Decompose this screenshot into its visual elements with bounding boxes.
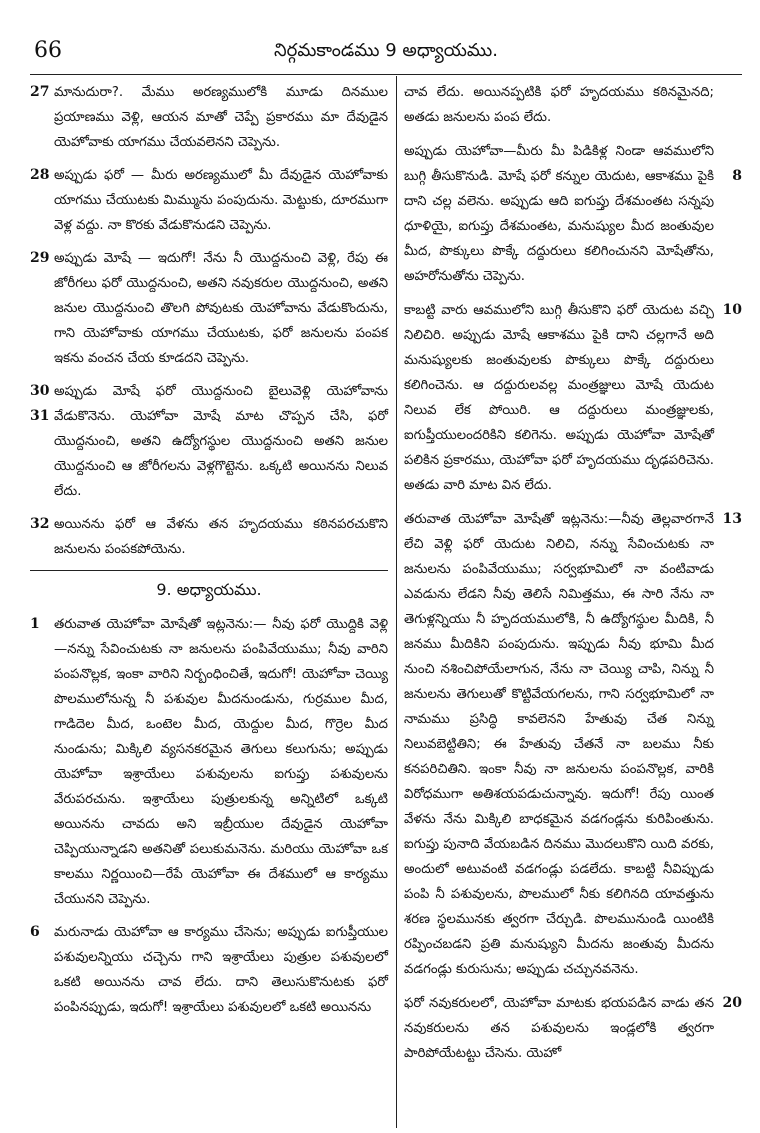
verse-paragraph xyxy=(30,612,388,912)
running-title: నిర్గమకాండము 9 అధ్యాయము. xyxy=(274,40,498,61)
header-rule xyxy=(30,74,742,75)
verse-paragraph xyxy=(30,920,388,1020)
verse-paragraph xyxy=(30,80,388,155)
right-column xyxy=(404,80,742,1075)
verse-paragraph xyxy=(30,512,388,562)
verse-text: అప్పుడు మోషే ఫరో యొద్దనుంచి బైలువెళ్లి యెహోవాను వేడుకొనెను. యెహోవా మోషే మాట చొప్పన చేసి, ఫరో యొద్దనుంచి, అతని ఉద్యోగస్థుల యొద్దనుంచి అతని జనుల యొద్దనుంచి ఆ జోరీగలను వెళ్లగొట్టెను. ఒక్కటి అయినను నిలువ లేదు. xyxy=(54,384,388,499)
verse-number: 20 xyxy=(722,995,742,1011)
column-divider xyxy=(396,76,397,1128)
verse-text: ఫరో నవుకరులలో, యెహోవా మాటకు భయపడిన వాడు తన నవుకరులను తన పశువులను ఇండ్లలోకి త్వరగా పారిపోయేటట్టు చేసెను. యెహో xyxy=(404,996,714,1061)
left-column xyxy=(30,80,388,1028)
verse-text: తరువాత యెహోవా మోషేతో ఇట్లనెను:—నీవు తెల్లవారగానే లేచి వెళ్లి ఫరో యెదుట నిలిచి, నన్ను సేవించుటకు నా జనులను పంపివేయుము; సర్వభూమిలో నా వంటివాడు ఎవడును లేడని నీవు తెలిసే నిమిత్తము, ఈ సారి నేను నా తెగుళ్లన్నియు నీ హృదయములోకి, నీ ఉద్యోగస్థుల మీదికి, నీ జనము మీదికిని పంపుదును. ఇప్పుడు నీవు భూమి మీద నుంచి నశించిపోయేలాగున, నేను నా చెయ్యి చాపి, నిన్ను నీ జనులను తెగులుతో కొట్టివేయగలను, గాని సర్వభూమిలో నా నామము ప్రసిద్ధి కావలెనని హేతువు చేత నిన్ను నిలువబెట్టితిని; ఈ హేతువు చేతనే నా బలము నీకు కనపరిచితిని. ఇంకా నీవు నా జనులను పంపనొల్లక, వారికి విరోధముగా అతిశయపడుచున్నావు. ఇదుగో! రేపు యింత వేళను నేను మిక్కిలి బాధకమైన వడగండ్లను కురిపింతును. ఐగుప్తు పునాది వేయబడిన దినము మొదలుకొని యిది వరకు, అందులో అటువంటి వడగండ్లు పడలేదు. కాబట్టి నీవిప్పుడు పంపి నీ పశువులను, పొలములో నీకు కలిగినది యావత్తును శరణ స్థలమునకు త్వరగా చేర్చుడి. పొలమునుండి యింటికి రప్పించబడని ప్రతి మనుష్యుని మీదను జంతువు మీదను వడగండ్లు కురుసును; అప్పుడు చచ్చునవనెను. xyxy=(404,512,714,977)
chapter-heading: 9. అధ్యాయము. xyxy=(30,570,388,602)
verse-paragraph xyxy=(30,163,388,238)
verse-number: 29 xyxy=(30,250,50,266)
verse-paragraph xyxy=(404,139,742,289)
page-number: 66 xyxy=(34,38,62,63)
verse-paragraph xyxy=(404,298,742,498)
verse-number: 6 xyxy=(30,924,40,940)
page-header xyxy=(30,38,742,72)
verse-number: 30 xyxy=(30,383,50,399)
verse-number: 13 xyxy=(722,511,742,527)
verse-text: మానుదురా?. మేము అరణ్యములోకి మూడు దినముల ప్రయాణము వెళ్లి, ఆయన మాతో చెప్పే ప్రకారము మా దేవుడైన యెహోవాకు యాగము చేయవలెనని చెప్పెను. xyxy=(54,85,388,150)
verse-text: అప్పుడు యెహోవా—మీరు మీ పిడికిళ్ల నిండా ఆవములోని బుగ్గి తీసుకొనుడి. మోషే ఫరో కన్నుల యెదుట, ఆకాశము పైకి దాని చల్ల వలెను. అప్పుడు ఆది ఐగుప్తు దేశమంతట సన్నపు ధూళియై, ఐగుప్తు దేశమంతట, మనుష్యుల మీద జంతువుల మీద, పొక్కులు పొక్కే దద్దురులు కలిగించునని మోషేతోను, అహరోనుతోను చెప్పెను. xyxy=(404,144,714,284)
verse-text: మరునాడు యెహోవా ఆ కార్యము చేసెను; అప్పుడు ఐగుప్తీయుల పశువులన్నియు చచ్చెను గాని ఇశ్రాయేలు పుత్రుల పశువులలో ఒకటి అయినను చావ లేదు. దాని తెలుసుకొనుటకు ఫరో పంపినప్పుడు, ఇదుగో! ఇశ్రాయేలు పశువులలో ఒకటి అయినను xyxy=(54,925,388,1015)
verse-text: అప్పుడు మోషే — ఇదుగో! నేను నీ యొద్దనుంచి వెళ్లి, రేపు ఈ జోరీగలు ఫరో యొద్దనుంచి, అతని నవుకరుల యొద్దనుంచి, అతని జనుల యొద్దనుంచి తొలగి పోవుటకు యెహోవాను వేడుకొందును, గాని యెహోవాకు యాగము చేయుటకు, ఫరో జనులను పంపక ఇకను వంచన చేయ కూడదని చెప్పెను. xyxy=(54,251,388,366)
verse-text: తరువాత యెహోవా మోషేతో ఇట్లనెను:— నీవు ఫరో యొద్దికి వెళ్లి—నన్ను సేవించుటకు నా జనులను పంపివేయుము; నీవు వారిని పంపనొల్లక, ఇంకా వారిని నిర్బంధించితే, ఇదుగో! యెహోవా చెయ్యి పొలములోనున్న నీ పశువుల మీదనుండును, గుర్రముల మీద, గాడిదెల మీద, ఒంటెల మీద, యెద్దుల మీద, గొర్రెల మీద నుండును; మిక్కిలి వ్యసనకరమైన తెగులు కలుగును; అప్పుడు యెహోవా ఇశ్రాయేలు పశువులను ఐగుప్తు పశువులను వేరుపరచును. ఇశ్రాయేలు పుత్రులకున్న అన్నిటిలో ఒక్కటి అయినను చావదు అని ఇబ్రీయుల దేవుడైన యెహోవా చెప్పియున్నాడని అతనితో పలుకుమనెను. మరియు యెహోవా ఒక కాలము నిర్ణయించి—రేపే యెహోవా ఈ దేశములో ఆ కార్యము చేయునని చెప్పెను. xyxy=(54,617,388,907)
verse-text: అప్పుడు ఫరో — మీరు అరణ్యములో మీ దేవుడైన యెహోవాకు యాగము చేయుటకు మిమ్మును పంపుదును. మెట్టుకు, దూరముగా వెళ్ల వద్దు. నా కొరకు వేడుకొనుడని చెప్పెను. xyxy=(54,168,388,233)
verse-paragraph xyxy=(30,379,388,504)
verse-number: 28 xyxy=(30,167,50,183)
verse-number: 10 xyxy=(722,302,742,318)
verse-paragraph xyxy=(404,507,742,982)
verse-paragraph xyxy=(404,80,742,130)
verse-paragraph xyxy=(30,246,388,371)
verse-number: 32 xyxy=(30,516,50,532)
verse-text: కాబట్టి వారు ఆవములోని బుగ్గి తీసుకొని ఫరో యెదుట వచ్చి నిలిచిరి. అప్పుడు మోషే ఆకాశము పైకి దాని చల్లగానే అది మనుష్యులకు జంతువులకు పొక్కులు పొక్కే దద్దురులు కలిగించెను. ఆ దద్దురులవల్ల మంత్రజ్ఞులు మోషే యెదుట నిలువ లేక పోయిరి. ఆ దద్దురులు మంత్రజ్ఞులకు, ఐగుప్తీయులందరికిని కలిగెను. అప్పుడు యెహోవా మోషేతో పలికిన ప్రకారము, యెహోవా ఫరో హృదయము దృఢపరిచెను. అతడు వారి మాట విన లేదు. xyxy=(404,303,714,493)
verse-text: చావ లేదు. అయినప్పటికి ఫరో హృదయము కఠినమైనది; అతడు జనులను పంప లేదు. xyxy=(404,85,714,125)
verse-number: 27 xyxy=(30,84,50,100)
verse-number: 8 xyxy=(732,168,742,184)
verse-paragraph xyxy=(404,991,742,1066)
verse-number: 31 xyxy=(30,408,50,424)
verse-number: 1 xyxy=(30,616,40,632)
verse-text: అయినను ఫరో ఆ వేళను తన హృదయము కఠినపరచుకొని జనులను పంపకపోయెను. xyxy=(54,517,388,557)
